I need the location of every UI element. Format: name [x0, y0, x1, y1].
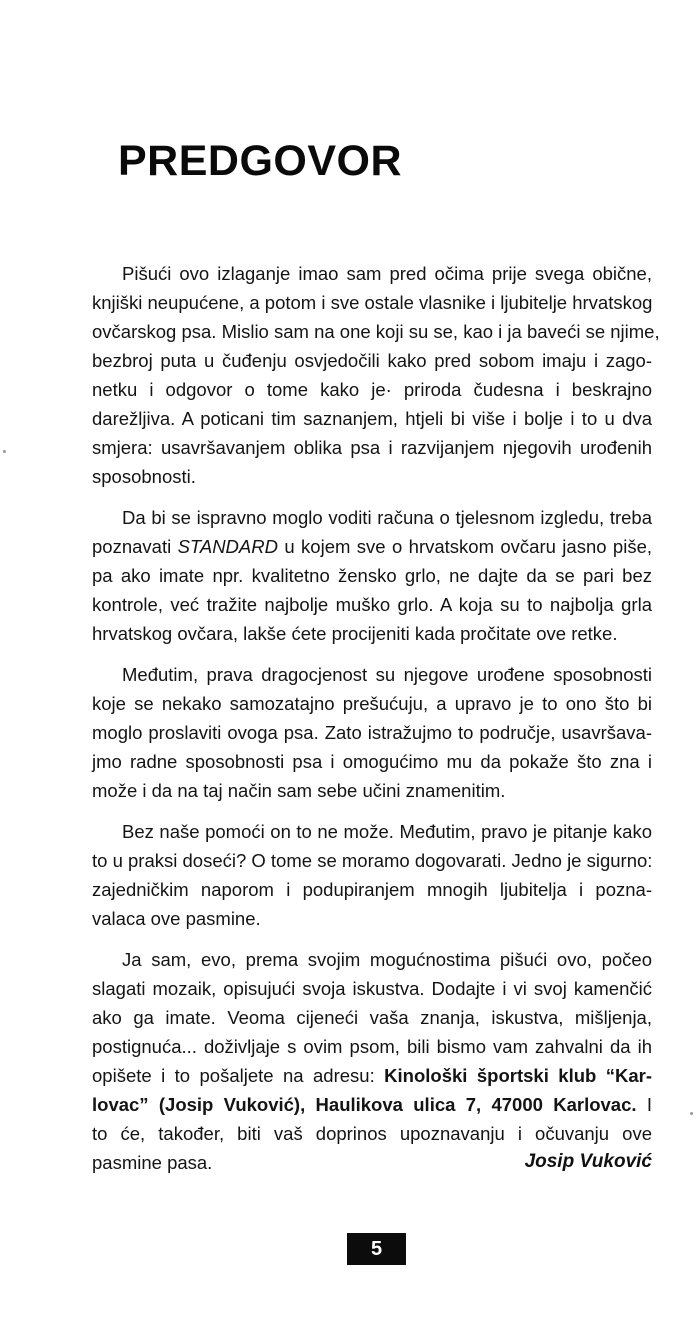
- page-number-badge: [347, 1233, 406, 1265]
- text-line: pasmine pasa.: [92, 1152, 213, 1173]
- text-line: Pišući ovo izlaganje imao sam pred očima prije svega obične,: [122, 263, 652, 284]
- text-line: darežljiva. A poticani tim saznanjem, htjeli bi više i bolje i to u dva: [92, 408, 652, 429]
- scan-speck: [690, 1112, 693, 1115]
- text-run: I: [636, 1094, 652, 1115]
- text-line: jmo radne sposobnosti psa i omogućimo mu da pokaže što zna i: [92, 751, 652, 772]
- text-line: [92, 1090, 652, 1119]
- text-run: u kojem sve o hrvatskom ovčaru jasno piše,: [277, 536, 652, 557]
- text-line: [92, 1061, 652, 1090]
- text-line: Da bi se ispravno moglo voditi računa o tjelesnom izgledu, treba: [122, 507, 652, 528]
- text-line: ovčarskog psa. Mislio sam na one koji su se, kao i ja baveći se njime,: [92, 321, 660, 342]
- text-line: netku i odgovor o tome kako je· priroda čudesna i beskrajno: [92, 379, 652, 400]
- standard-term: STANDARD: [177, 536, 278, 557]
- paragraph-1: [92, 259, 660, 491]
- text-line: zajedničkim naporom i podupiranjem mnogih ljubitelja i pozna-: [92, 879, 652, 900]
- text-line: Ja sam, evo, prema svojim mogućnostima pišući ovo, počeo: [122, 949, 652, 970]
- paragraph-2: [92, 503, 652, 648]
- text-run: opišete i to pošaljete na adresu:: [92, 1065, 385, 1086]
- page-number: 5: [370, 1237, 383, 1260]
- text-line: hrvatskog ovčara, lakše ćete procijeniti kada pročitate ove retke.: [92, 623, 618, 644]
- text-line: bezbroj puta u čuđenju osvjedočili kako pred sobom imaju i zago-: [92, 350, 652, 371]
- text-line: valaca ove pasmine.: [92, 908, 261, 929]
- text-line: [92, 532, 652, 561]
- text-line: knjiški neupućene, a potom i sve ostale vlasnike i ljubitelje hrvatskog: [92, 292, 653, 313]
- club-address: lovac” (Josip Vuković), Haulikova ulica 7, 47000 Karlovac.: [92, 1094, 637, 1115]
- text-line: kontrole, već tražite najbolje muško grlo. A koja su to najbolja grla: [92, 594, 652, 615]
- text-line: moglo proslaviti ovoga psa. Zato istražujmo to područje, usavršava-: [92, 722, 652, 743]
- text-line: ako ga imate. Veoma cijeneći vaša znanja, iskustva, mišljenja,: [92, 1007, 652, 1028]
- text-line: postignuća... doživljaje s ovim psom, bili bismo vam zahvalni da ih: [92, 1036, 652, 1057]
- text-line: koje se nekako samozatajno prešućuju, a upravo je to ono što bi: [92, 693, 652, 714]
- text-line: pa ako imate npr. kvalitetno žensko grlo, ne dajte da se pari bez: [92, 565, 652, 586]
- text-line: sposobnosti.: [92, 466, 196, 487]
- preface-body: [92, 259, 660, 1189]
- text-line: slagati mozaik, opisujući svoja iskustva. Dodajte i vi svoj kamenčić: [92, 978, 652, 999]
- paragraph-5: [92, 945, 652, 1177]
- text-line: smjera: usavršavanjem oblika psa i razvijanjem njegovih urođenih: [92, 437, 652, 458]
- text-line: može i da na taj način sam sebe učini znamenitim.: [92, 780, 506, 801]
- author-signature: Josip Vuković: [524, 1151, 652, 1172]
- page-title: PREDGOVOR: [118, 137, 403, 185]
- club-address: Kinološki športski klub “Kar-: [384, 1065, 653, 1086]
- text-run: poznavati: [92, 536, 178, 557]
- scan-speck: [3, 450, 6, 453]
- paragraph-4: [92, 817, 652, 933]
- text-line: to će, također, biti vaš doprinos upoznavanju i očuvanju ove: [92, 1123, 652, 1144]
- text-line: Međutim, prava dragocjenost su njegove urođene sposobnosti: [122, 664, 652, 685]
- text-line: to u praksi doseći? O tome se moramo dogovarati. Jedno je sigurno:: [92, 850, 653, 871]
- paragraph-3: [92, 660, 652, 805]
- text-line: Bez naše pomoći on to ne može. Međutim, pravo je pitanje kako: [122, 821, 652, 842]
